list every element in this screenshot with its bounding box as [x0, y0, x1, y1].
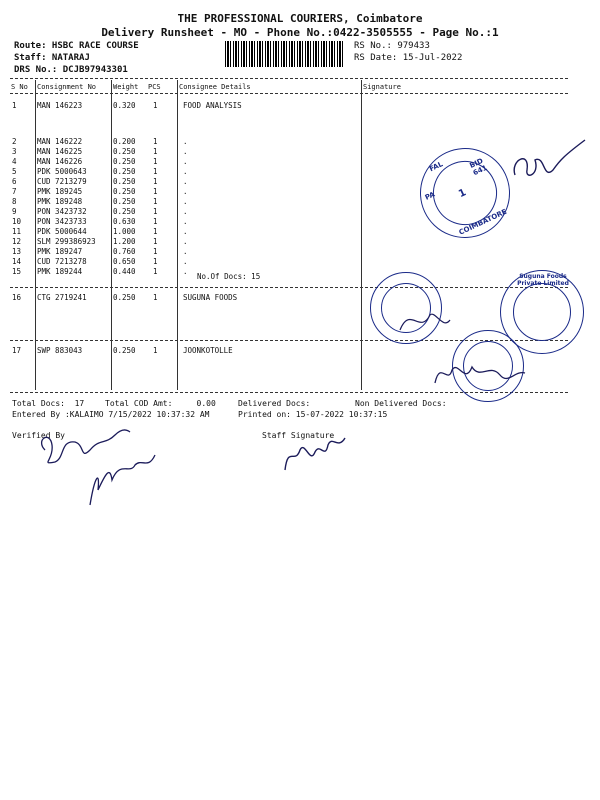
cell-pcs: 1: [153, 227, 158, 236]
cell-cons: CUD 7213278: [37, 257, 87, 266]
cell-details: .: [183, 267, 188, 276]
cell-cons: MAN 146223: [37, 101, 83, 110]
cell-sno: 17: [12, 346, 22, 355]
cell-pcs: 1: [153, 157, 158, 166]
non-delivered-docs: Non Delivered Docs:: [355, 399, 447, 408]
cell-sno: 11: [12, 227, 22, 236]
staff-signature: [280, 430, 350, 480]
cell-pcs: 1: [153, 147, 158, 156]
cell-weight: 0.320: [113, 101, 136, 110]
handwritten-signature: [430, 355, 530, 390]
verified-by-label: Verified By: [12, 431, 65, 440]
column-header-consignee: Consignee Details: [179, 83, 251, 91]
total-cod-amount: Total COD Amt: 0.00: [105, 399, 216, 408]
table-top-rule: [10, 78, 568, 79]
cell-details: SUGUNA FOODS: [183, 293, 238, 302]
cell-cons: MAN 146225: [37, 147, 83, 156]
cell-pcs: 1: [153, 197, 158, 206]
cell-pcs: 1: [153, 177, 158, 186]
cell-weight: 0.250: [113, 157, 136, 166]
cell-details: .: [183, 197, 188, 206]
cell-weight: 0.250: [113, 346, 136, 355]
cell-pcs: 1: [153, 257, 158, 266]
cell-sno: 14: [12, 257, 22, 266]
cell-weight: 1.000: [113, 227, 136, 236]
column-header-signature: Signature: [363, 83, 401, 91]
cell-cons: PMK 189248: [37, 197, 83, 206]
entered-by: Entered By :KALAIMO 7/15/2022 10:37:32 AM: [12, 410, 210, 419]
suguna-seal-stamp: Suguna Foods Private Limited: [500, 270, 584, 354]
cell-cons: PMK 189244: [37, 267, 83, 276]
cell-sno: 4: [12, 157, 17, 166]
company-title: THE PROFESSIONAL COURIERS, Coimbatore: [177, 12, 423, 25]
cell-weight: 0.440: [113, 267, 136, 276]
paid-stamp: PA FAL BID 641 COIMBATORE 1: [405, 133, 525, 253]
cell-weight: 0.250: [113, 147, 136, 156]
cell-weight: 0.200: [113, 137, 136, 146]
cell-cons: PON 3423733: [37, 217, 87, 226]
rs-number: RS No.: 979433: [354, 41, 430, 51]
cell-weight: 0.250: [113, 167, 136, 176]
cell-pcs: 1: [153, 187, 158, 196]
cell-details: JOONKOTOLLE: [183, 346, 233, 355]
drs-number: DRS No.: DCJB97943301: [14, 65, 128, 75]
cell-weight: 0.250: [113, 187, 136, 196]
cell-cons: SLM 299386923: [37, 237, 96, 246]
cell-sno: 3: [12, 147, 17, 156]
column-divider: [111, 80, 112, 390]
barcode-image: [225, 41, 345, 67]
cell-pcs: 1: [153, 247, 158, 256]
docs-count: No.Of Docs: 15: [197, 272, 261, 281]
cell-pcs: 1: [153, 207, 158, 216]
cell-pcs: 1: [153, 167, 158, 176]
cell-cons: CTG 2719241: [37, 293, 87, 302]
cell-pcs: 1: [153, 101, 158, 110]
table-header-rule: [10, 93, 568, 94]
cell-sno: 15: [12, 267, 22, 276]
cell-pcs: 1: [153, 137, 158, 146]
cell-weight: 0.250: [113, 293, 136, 302]
cell-details: FOOD ANALYSIS: [183, 101, 242, 110]
route-label: Route: HSBC RACE COURSE: [14, 41, 139, 51]
cell-sno: 13: [12, 247, 22, 256]
cell-details: .: [183, 257, 188, 266]
handwritten-signature: [395, 300, 455, 340]
cell-cons: PMK 189247: [37, 247, 83, 256]
delivered-docs: Delivered Docs:: [238, 399, 311, 408]
cell-cons: SWP 883043: [37, 346, 83, 355]
cell-pcs: 1: [153, 267, 158, 276]
cell-sno: 10: [12, 217, 22, 226]
cell-sno: 12: [12, 237, 22, 246]
cell-cons: PDK 5000643: [37, 167, 87, 176]
cell-weight: 1.200: [113, 237, 136, 246]
cell-details: .: [183, 217, 188, 226]
cell-weight: 0.250: [113, 207, 136, 216]
total-docs: Total Docs: 17: [12, 399, 85, 408]
cell-pcs: 1: [153, 217, 158, 226]
cell-cons: PMK 189245: [37, 187, 83, 196]
cell-sno: 5: [12, 167, 17, 176]
cell-details: .: [183, 177, 188, 186]
verifier-signature: [30, 420, 170, 510]
cell-cons: PDK 5000644: [37, 227, 87, 236]
cell-sno: 1: [12, 101, 17, 110]
cell-sno: 16: [12, 293, 22, 302]
row-separator: [10, 287, 568, 288]
cell-sno: 7: [12, 187, 17, 196]
column-header-sno: S No: [11, 83, 28, 91]
cell-pcs: 1: [153, 237, 158, 246]
cell-details: .: [183, 137, 188, 146]
cell-details: .: [183, 187, 188, 196]
cell-cons: PON 3423732: [37, 207, 87, 216]
cell-details: .: [183, 247, 188, 256]
cell-sno: 9: [12, 207, 17, 216]
column-divider: [35, 80, 36, 390]
cell-pcs: 1: [153, 346, 158, 355]
cell-details: .: [183, 207, 188, 216]
cell-sno: 6: [12, 177, 17, 186]
column-header-consignment: Consignment No: [37, 83, 97, 91]
cell-details: .: [183, 167, 188, 176]
rs-date: RS Date: 15-Jul-2022: [354, 53, 463, 63]
cell-weight: 0.250: [113, 177, 136, 186]
cell-cons: MAN 146226: [37, 157, 83, 166]
column-divider: [177, 80, 178, 390]
cell-weight: 0.650: [113, 257, 136, 266]
cell-pcs: 1: [153, 293, 158, 302]
cell-weight: 0.760: [113, 247, 136, 256]
runsheet-subtitle: Delivery Runsheet - MO - Phone No.:0422-3505555 - Page No.:1: [101, 26, 499, 39]
cell-weight: 0.250: [113, 197, 136, 206]
handwritten-signature: [505, 135, 590, 195]
staff-label: Staff: NATARAJ: [14, 53, 90, 63]
column-header-pcs: PCS: [148, 83, 161, 91]
cell-sno: 8: [12, 197, 17, 206]
staff-signature-label: Staff Signature: [262, 431, 335, 440]
cell-weight: 0.630: [113, 217, 136, 226]
cell-details: .: [183, 237, 188, 246]
printed-on: Printed on: 15-07-2022 10:37:15: [238, 410, 388, 419]
cell-sno: 2: [12, 137, 17, 146]
cell-details: .: [183, 157, 188, 166]
cell-details: .: [183, 227, 188, 236]
column-header-weight: Weight: [113, 83, 139, 91]
cell-cons: CUD 7213279: [37, 177, 87, 186]
column-divider: [361, 80, 362, 390]
cell-details: .: [183, 147, 188, 156]
cell-cons: MAN 146222: [37, 137, 83, 146]
